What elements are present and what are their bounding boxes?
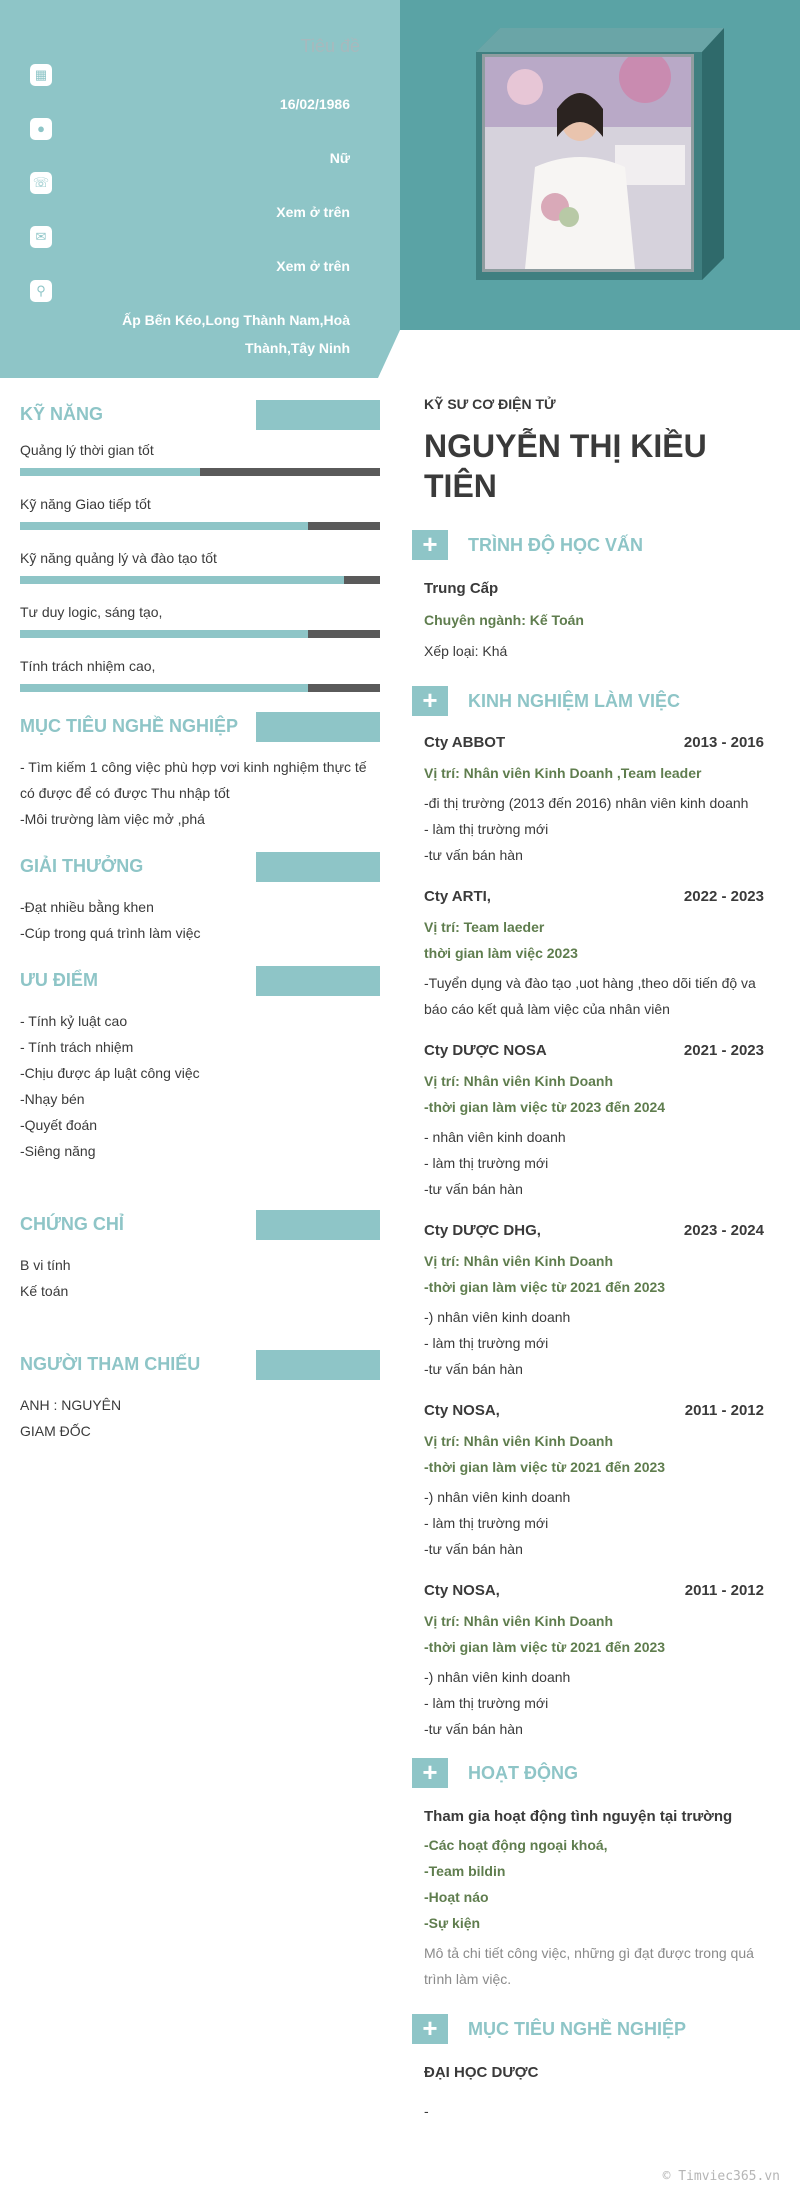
activities-note: Mô tả chi tiết công việc, những gì đạt được trong quá trình làm việc.: [424, 1945, 754, 1987]
goal-line-1: - Tìm kiếm 1 công việc phù hợp vơi kinh nghiệm thực tế có được để có được Thu nhập tốt: [20, 759, 367, 801]
plus-icon[interactable]: +: [412, 686, 448, 716]
phone-icon: ☏: [30, 172, 52, 194]
strengths-heading-bar: [256, 966, 380, 996]
activity-item-3: -Hoạt náo: [424, 1889, 489, 1905]
header-title: Tiêu đề: [300, 36, 360, 56]
experience-header: [424, 1218, 764, 1248]
education-rank: Xếp loại: Khá: [424, 643, 508, 659]
location-icon: ⚲: [30, 280, 52, 302]
phone-value[interactable]: Xem ở trên: [276, 204, 350, 220]
activities-heading: [424, 1758, 764, 1788]
experience-company: Cty NOSA,: [424, 1582, 500, 1599]
refs-heading-bar: [256, 1350, 380, 1380]
experience-desc: -tư vấn bán hàn: [424, 1181, 523, 1197]
strength-line-3: -Chịu được áp luật công việc: [20, 1065, 200, 1081]
career-goal-title: MỤC TIÊU NGHỀ NGHIỆP: [468, 2019, 687, 2039]
experience-desc: -tư vấn bán hàn: [424, 1361, 523, 1377]
certs-heading: [20, 1210, 380, 1240]
skill-level-bar: [20, 522, 380, 530]
info-gender: [30, 118, 350, 172]
career-goal-heading: [424, 2014, 764, 2044]
experience-role: Vị trí: Team laeder: [424, 919, 545, 935]
skill-level-fill: [20, 630, 308, 638]
skills-heading: [20, 400, 380, 430]
refs-heading: [20, 1350, 380, 1380]
plus-icon[interactable]: +: [412, 2014, 448, 2044]
activity-item-4: -Sự kiện: [424, 1915, 481, 1931]
strength-line-1: - Tính kỷ luật cao: [20, 1013, 128, 1029]
skill-level-fill: [20, 684, 308, 692]
skills-list: [20, 442, 380, 692]
cert-line-1: B vi tính: [20, 1257, 71, 1273]
experience-role: -thời gian làm việc từ 2021 đến 2023: [424, 1459, 666, 1475]
header-diagonal: [378, 0, 422, 378]
education-heading: [424, 530, 764, 560]
experience-item: [424, 884, 764, 1022]
experience-header: [424, 1398, 764, 1428]
cert-line-2: Kế toán: [20, 1283, 69, 1299]
strength-line-2: - Tính trách nhiệm: [20, 1039, 134, 1055]
experience-header: [424, 884, 764, 914]
info-phone: [30, 172, 350, 226]
education-school: Trung Cấp: [424, 580, 499, 597]
ref-line-2: GIAM ĐỐC: [20, 1423, 91, 1439]
experience-role: Vị trí: Nhân viên Kinh Doanh: [424, 1613, 614, 1629]
ref-line-1: ANH : NGUYÊN: [20, 1397, 122, 1413]
strengths-heading: [20, 966, 380, 996]
email-icon: ✉: [30, 226, 52, 248]
experience-desc: -tư vấn bán hàn: [424, 847, 523, 863]
experience-desc: -tư vấn bán hàn: [424, 1721, 523, 1737]
avatar: [482, 54, 694, 272]
awards-heading: [20, 852, 380, 882]
experience-list: [424, 730, 764, 1742]
strength-line-4: -Nhạy bén: [20, 1091, 85, 1107]
career-goal-detail: -: [424, 2103, 429, 2119]
skill-item: [20, 550, 380, 584]
gender-icon: ●: [30, 118, 52, 140]
awards-title: GIẢI THƯỞNG: [20, 856, 144, 876]
strengths-title: ƯU ĐIỂM: [20, 970, 98, 990]
experience-time: 2022 - 2023: [683, 888, 764, 905]
skill-level-bar: [20, 684, 380, 692]
experience-time: 2013 - 2016: [683, 734, 764, 751]
experience-time: 2011 - 2012: [684, 1402, 764, 1419]
address-value: Ấp Bến Kéo,Long Thành Nam,Hoà Thành,Tây Ninh: [122, 312, 350, 356]
education-title: TRÌNH ĐỘ HỌC VẤN: [468, 535, 643, 555]
skill-name: Quảng lý thời gian tốt: [20, 442, 154, 458]
experience-header: [424, 1578, 764, 1608]
right-column: [424, 396, 764, 2124]
skill-name: Tính trách nhiệm cao,: [20, 658, 156, 674]
refs-title: NGƯỜI THAM CHIẾU: [20, 1354, 201, 1374]
experience-time: 2021 - 2023: [683, 1042, 764, 1059]
experience-desc: -đi thị trường (2013 đến 2016) nhân viên kinh doanh: [424, 795, 749, 811]
experience-role: -thời gian làm việc từ 2023 đến 2024: [424, 1099, 666, 1115]
skill-level-bar: [20, 468, 380, 476]
experience-role: Vị trí: Nhân viên Kinh Doanh: [424, 1253, 614, 1269]
experience-desc: -) nhân viên kinh doanh: [424, 1489, 571, 1505]
experience-desc: -) nhân viên kinh doanh: [424, 1669, 571, 1685]
experience-item: [424, 1038, 764, 1202]
certs-title: CHỨNG CHỈ: [20, 1214, 124, 1234]
experience-role: Vị trí: Nhân viên Kinh Doanh ,Team leader: [424, 765, 702, 781]
goal-heading: [20, 712, 380, 742]
job-title: KỸ SƯ CƠ ĐIỆN TỬ: [424, 396, 556, 412]
experience-desc: -Tuyển dụng và đào tạo ,uot hàng ,theo dõi tiến độ va báo cáo kết quả làm việc của nhân viên: [424, 975, 756, 1017]
experience-desc: - làm thị trường mới: [424, 1515, 549, 1531]
email-value[interactable]: Xem ở trên: [276, 258, 350, 274]
skill-item: [20, 658, 380, 692]
experience-item: [424, 1218, 764, 1382]
experience-heading: [424, 686, 764, 716]
experience-company: Cty DƯỢC DHG,: [424, 1222, 541, 1239]
experience-role: Vị trí: Nhân viên Kinh Doanh: [424, 1433, 614, 1449]
experience-header: [424, 1038, 764, 1068]
calendar-icon: ▦: [30, 64, 52, 86]
goal-title: MỤC TIÊU NGHỀ NGHIỆP: [20, 716, 239, 736]
experience-time: 2023 - 2024: [683, 1222, 764, 1239]
experience-item: [424, 1578, 764, 1742]
experience-desc: - nhân viên kinh doanh: [424, 1129, 566, 1145]
goal-heading-bar: [256, 712, 380, 742]
skill-level-fill: [20, 576, 344, 584]
info-address: [30, 280, 350, 360]
experience-company: Cty ARTI,: [424, 888, 491, 905]
strength-line-5: -Quyết đoán: [20, 1117, 98, 1133]
gender-value: Nữ: [329, 150, 350, 166]
experience-company: Cty ABBOT: [424, 734, 506, 751]
goal-line-2: -Môi trường làm việc mở ,phá: [20, 811, 205, 827]
experience-desc: - làm thị trường mới: [424, 821, 549, 837]
experience-role: thời gian làm việc 2023: [424, 945, 578, 961]
awards-heading-bar: [256, 852, 380, 882]
experience-title: KINH NGHIỆM LÀM VIỆC: [468, 691, 681, 711]
experience-desc: - làm thị trường mới: [424, 1695, 549, 1711]
skill-item: [20, 604, 380, 638]
skill-name: Kỹ năng quảng lý và đào tạo tốt: [20, 550, 217, 566]
experience-role: -thời gian làm việc từ 2021 đến 2023: [424, 1279, 666, 1295]
cv-header: [0, 0, 800, 378]
experience-desc: -) nhân viên kinh doanh: [424, 1309, 571, 1325]
left-column: [20, 400, 380, 1444]
skill-name: Kỹ năng Giao tiếp tốt: [20, 496, 151, 512]
experience-header: [424, 730, 764, 760]
activities-title: HOẠT ĐỘNG: [468, 1763, 578, 1783]
experience-item: [424, 1398, 764, 1562]
activities-headline: Tham gia hoạt động tình nguyện tại trường: [424, 1808, 733, 1825]
experience-desc: - làm thị trường mới: [424, 1155, 549, 1171]
experience-item: [424, 730, 764, 868]
candidate-name: NGUYỄN THỊ KIỀU TIÊN: [424, 428, 707, 504]
skill-level-bar: [20, 576, 380, 584]
strength-line-6: -Siêng năng: [20, 1143, 96, 1159]
skill-level-fill: [20, 522, 308, 530]
experience-desc: - làm thị trường mới: [424, 1335, 549, 1351]
plus-icon[interactable]: +: [412, 530, 448, 560]
experience-company: Cty NOSA,: [424, 1402, 500, 1419]
career-goal-headline: ĐẠI HỌC DƯỢC: [424, 2064, 539, 2081]
skills-title: KỸ NĂNG: [20, 404, 104, 424]
activity-item-2: -Team bildin: [424, 1863, 506, 1879]
experience-role: Vị trí: Nhân viên Kinh Doanh: [424, 1073, 614, 1089]
award-line-1: -Đạt nhiều bằng khen: [20, 899, 154, 915]
birthdate-value: 16/02/1986: [279, 96, 350, 112]
experience-role: -thời gian làm việc từ 2021 đến 2023: [424, 1639, 666, 1655]
watermark: © Timviec365.vn: [662, 2169, 780, 2184]
skill-item: [20, 442, 380, 476]
certs-heading-bar: [256, 1210, 380, 1240]
experience-desc: -tư vấn bán hàn: [424, 1541, 523, 1557]
skill-item: [20, 496, 380, 530]
education-major: Chuyên ngành: Kế Toán: [424, 612, 584, 628]
skill-level-fill: [20, 468, 200, 476]
skills-heading-bar: [256, 400, 380, 430]
plus-icon[interactable]: +: [412, 1758, 448, 1788]
skill-level-bar: [20, 630, 380, 638]
avatar-frame: [476, 26, 724, 282]
info-birthdate: [30, 64, 350, 118]
experience-time: 2011 - 2012: [684, 1582, 764, 1599]
activity-item-1: -Các hoạt động ngoại khoá,: [424, 1837, 608, 1853]
skill-name: Tư duy logic, sáng tạo,: [20, 604, 163, 620]
info-email: [30, 226, 350, 280]
experience-company: Cty DƯỢC NOSA: [424, 1042, 547, 1059]
award-line-2: -Cúp trong quá trình làm việc: [20, 925, 201, 941]
